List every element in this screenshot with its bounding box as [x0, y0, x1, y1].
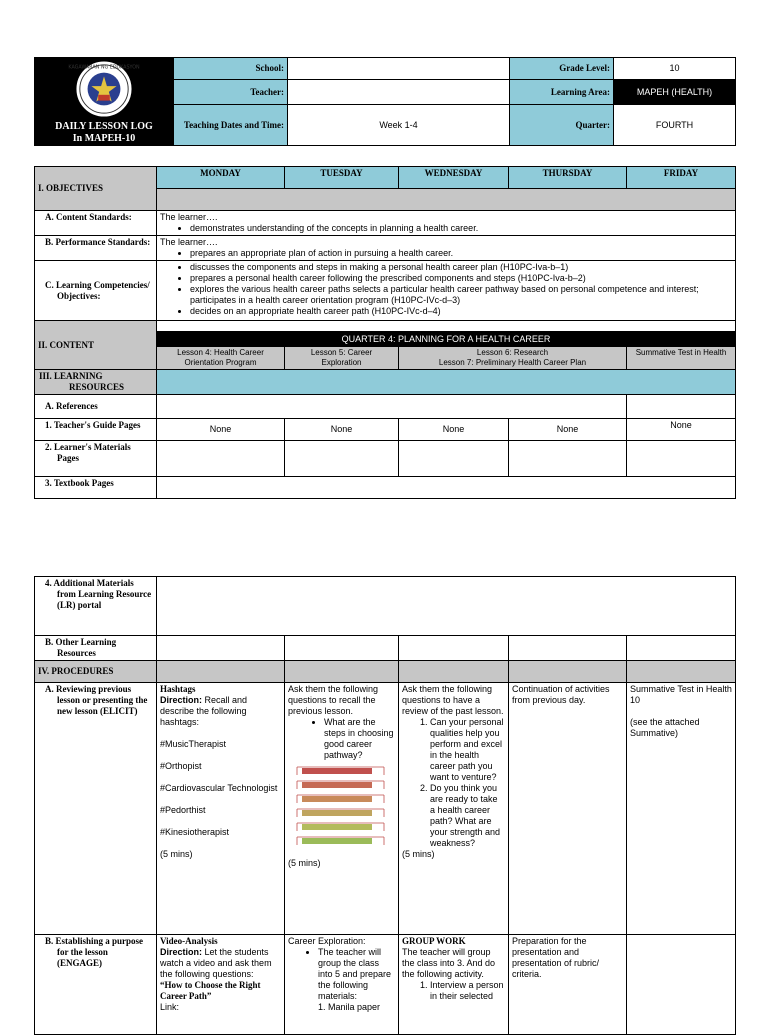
review-tuesday-time: (5 mins)	[288, 858, 321, 868]
additional-materials-label: 4. Additional Materials from Learning Resource (LR) portal	[35, 577, 157, 636]
competency-item: • explores the various health career paths selects a particular health career pathway based on personal competence and interest; participates in a health career orientation program (H10PC-IVc-d–3)	[190, 284, 732, 306]
procedures-band-friday	[627, 661, 736, 683]
review-wednesday-question: 2. Do you think you are ready to take a health career path? What are your strength and weakness?	[430, 783, 505, 849]
direction-text: Let the students watch a video and ask them the following questions:	[160, 947, 272, 979]
group-work-item: 1. Interview a person in their selected	[430, 980, 505, 1002]
procedures-band-monday	[157, 661, 285, 683]
procedures-band-wednesday	[399, 661, 509, 683]
procedures-band-tuesday	[285, 661, 399, 683]
lesson-wednesday-thursday: Lesson 6: Research Lesson 7: Preliminary Health Career Plan	[399, 347, 627, 370]
group-work-text: The teacher will group the class into 3. And do the following activity.	[402, 947, 496, 979]
other-resources-thursday	[509, 636, 627, 661]
group-work-title: GROUP WORK	[402, 936, 466, 946]
content-spacer	[157, 321, 736, 332]
learners-materials-tuesday	[285, 441, 399, 477]
school-value	[288, 58, 510, 80]
direction-text: Recall and describe the following hashtags:	[160, 695, 248, 727]
lesson-log-table-page2	[34, 576, 736, 1035]
content-standards-label: A. Content Standards:	[35, 211, 157, 236]
review-friday-line1: Summative Test in Health 10	[630, 684, 732, 705]
video-analysis-title: Video-Analysis	[160, 936, 218, 946]
school-label: School:	[174, 58, 288, 80]
learning-competencies-label: C. Learning Competencies/ Objectives:	[35, 261, 157, 321]
review-tuesday-intro: Ask them the following questions to recall the previous lesson.	[288, 684, 379, 716]
teaching-dates-label: Teaching Dates and Time:	[174, 105, 288, 146]
hashtag-item: #Pedorthist	[160, 805, 206, 815]
other-resources-wednesday	[399, 636, 509, 661]
header-logo-cell	[35, 58, 174, 146]
procedures-label: IV. PROCEDURES	[35, 661, 157, 683]
header-table	[34, 57, 736, 146]
hashtags-time: (5 mins)	[160, 849, 193, 859]
other-resources-label: B. Other Learning Resources	[35, 636, 157, 661]
learning-area-label: Learning Area:	[510, 80, 614, 105]
competency-item: • discusses the components and steps in making a personal health career plan (H10PC-Iva-b–1)	[190, 262, 732, 273]
performance-standards-cell	[157, 236, 736, 261]
objectives-label: I. OBJECTIVES	[35, 167, 157, 211]
learning-area-value: MAPEH (HEALTH)	[614, 80, 736, 105]
lesson-tuesday: Lesson 5: Career Exploration	[285, 347, 399, 370]
video-link-label: Link:	[160, 1002, 180, 1012]
engage-wednesday-cell	[399, 935, 509, 1035]
teachers-guide-friday: None	[627, 419, 736, 441]
other-resources-friday	[627, 636, 736, 661]
review-tuesday-cell	[285, 683, 399, 935]
review-wednesday-intro: Ask them the following questions to have a review of the past lesson.	[402, 684, 504, 716]
learners-materials-wednesday	[399, 441, 509, 477]
engage-thursday-cell: Preparation for the presentation and presentation of rubric/ criteria.	[509, 935, 627, 1035]
performance-standards-intro: The learner….	[160, 237, 218, 247]
hashtag-item: #Orthopist	[160, 761, 202, 771]
learning-resources-label: III. LEARNING RESOURCES	[35, 370, 157, 395]
day-thursday: THURSDAY	[509, 167, 627, 189]
textbook-label: 3. Textbook Pages	[35, 477, 157, 499]
learners-materials-label: 2. Learner's Materials Pages	[35, 441, 157, 477]
teachers-guide-tuesday: None	[285, 419, 399, 441]
review-tuesday-bullet: • What are the steps in choosing good career pathway?	[324, 717, 395, 761]
direction-label: Direction:	[160, 947, 203, 957]
engage-tuesday-material: 1. Manila paper	[328, 1002, 395, 1013]
hashtag-item: #MusicTherapist	[160, 739, 227, 749]
content-standards-item: • demonstrates understanding of the concepts in planning a health career.	[190, 223, 732, 234]
career-step-bar	[302, 810, 372, 816]
content-standards-cell	[157, 211, 736, 236]
competency-item: • decides on an appropriate health career path (H10PC-IVc-d–4)	[190, 306, 732, 317]
review-monday-cell	[157, 683, 285, 935]
textbook-cell	[157, 477, 736, 499]
video-title: “How to Choose the Right Career Path”	[160, 980, 261, 1001]
video-analysis-direction	[160, 947, 281, 980]
engage-tuesday-intro: Career Exploration:	[288, 936, 366, 946]
teachers-guide-wednesday: None	[399, 419, 509, 441]
performance-standards-label: B. Performance Standards:	[35, 236, 157, 261]
career-step-bar	[302, 824, 372, 830]
lesson-log-table-page1	[34, 166, 736, 499]
deped-seal-icon	[68, 60, 140, 118]
engage-friday-cell	[627, 935, 736, 1035]
additional-materials-cell	[157, 577, 736, 636]
day-friday: FRIDAY	[627, 167, 736, 189]
learning-competencies-cell	[157, 261, 736, 321]
teaching-dates-value: Week 1-4	[288, 105, 510, 146]
teacher-value	[288, 80, 510, 105]
teachers-guide-monday: None	[157, 419, 285, 441]
performance-standards-item: • prepares an appropriate plan of action in pursuing a health career.	[190, 248, 732, 259]
other-resources-tuesday	[285, 636, 399, 661]
career-step-bar	[302, 838, 372, 844]
review-wednesday-time: (5 mins)	[402, 849, 435, 859]
hashtags-direction	[160, 695, 281, 728]
competency-item: • prepares a personal health career following the prescribed components and steps (H10PC-Iva-b–2)	[190, 273, 732, 284]
hashtag-item: #Cardiovascular Technologist	[160, 783, 278, 793]
engage-tuesday-bullet: • The teacher will group the class into 5 and prepare the following materials:	[318, 947, 395, 1002]
learners-materials-monday	[157, 441, 285, 477]
hashtag-item: #Kinesiotherapist	[160, 827, 230, 837]
engage-label: B. Establishing a purpose for the lesson (ENGAGE)	[35, 935, 157, 1035]
career-step-bar	[302, 768, 372, 774]
review-lesson-label: A. Reviewing previous lesson or presenting the new lesson (ELICIT)	[35, 683, 157, 935]
review-friday-line2: (see the attached Summative)	[630, 717, 700, 738]
career-step-bar	[302, 796, 372, 802]
hashtags-title: Hashtags	[160, 684, 196, 694]
content-standards-intro: The learner….	[160, 212, 218, 222]
review-wednesday-question: 1. Can your personal qualities help you perform and excel in the health career path you want to venture?	[430, 717, 505, 783]
header-title-line1: DAILY LESSON LOG	[55, 121, 153, 132]
lesson-friday: Summative Test in Health	[627, 347, 736, 370]
procedures-band-thursday	[509, 661, 627, 683]
grade-level-value: 10	[614, 58, 736, 80]
career-step-bar	[302, 782, 372, 788]
quarter-value: FOURTH	[614, 105, 736, 146]
engage-tuesday-cell	[285, 935, 399, 1035]
teacher-label: Teacher:	[174, 80, 288, 105]
review-thursday-cell: Continuation of activities from previous day.	[509, 683, 627, 935]
learning-resources-band	[157, 370, 736, 395]
references-friday-cell	[627, 395, 736, 419]
engage-monday-cell	[157, 935, 285, 1035]
career-steps-bars	[294, 765, 389, 849]
svg-text:KAGAWARAN NG EDUKASYON: KAGAWARAN NG EDUKASYON	[68, 65, 140, 71]
day-tuesday: TUESDAY	[285, 167, 399, 189]
other-resources-monday	[157, 636, 285, 661]
review-friday-cell	[627, 683, 736, 935]
header-title-line2: In MAPEH-10	[72, 133, 136, 144]
day-monday: MONDAY	[157, 167, 285, 189]
quarter-title: QUARTER 4: PLANNING FOR A HEALTH CAREER	[157, 332, 736, 347]
learners-materials-friday	[627, 441, 736, 477]
review-wednesday-cell	[399, 683, 509, 935]
day-wednesday: WEDNESDAY	[399, 167, 509, 189]
teachers-guide-thursday: None	[509, 419, 627, 441]
references-cell	[157, 395, 627, 419]
learners-materials-thursday	[509, 441, 627, 477]
lesson-monday: Lesson 4: Health Career Orientation Program	[157, 347, 285, 370]
direction-label: Direction:	[160, 695, 203, 705]
references-label: A. References	[35, 395, 157, 419]
objectives-gray-band	[157, 189, 736, 211]
content-label: II. CONTENT	[35, 321, 157, 370]
grade-level-label: Grade Level:	[510, 58, 614, 80]
quarter-label: Quarter:	[510, 105, 614, 146]
teachers-guide-label: 1. Teacher's Guide Pages	[35, 419, 157, 441]
